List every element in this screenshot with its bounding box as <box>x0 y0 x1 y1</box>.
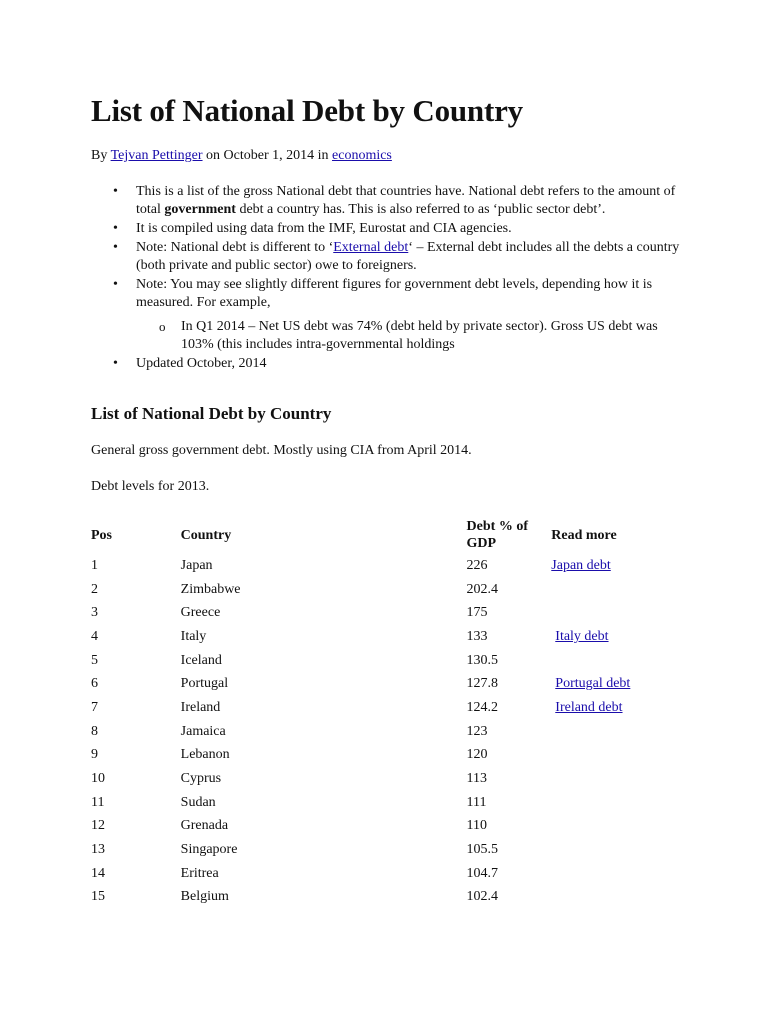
cell-pos: 15 <box>91 889 105 905</box>
table-row <box>91 791 691 815</box>
category-link[interactable]: economics <box>332 148 392 163</box>
bold-text: government <box>164 202 236 217</box>
cell-debt: 110 <box>466 818 488 834</box>
list-item <box>91 276 691 354</box>
cell-read-more <box>551 767 691 791</box>
cell-pos: 10 <box>91 771 105 787</box>
table-row <box>91 720 691 744</box>
cell-debt: 105.5 <box>466 842 499 858</box>
cell-country: Sudan <box>180 794 216 810</box>
cell-country: Italy <box>180 628 207 644</box>
cell-read-more <box>551 554 691 578</box>
bullet-text: This is a list of the gross National debt that countries have. National debt refers to the amount of total <box>136 184 676 217</box>
description-paragraph: General gross government debt. Mostly using CIA from April 2014. <box>91 443 472 458</box>
cell-pos: 5 <box>91 652 98 668</box>
cell-pos: 4 <box>91 628 98 644</box>
table-row <box>91 696 691 720</box>
table-row <box>91 815 691 839</box>
bullet-icon: • <box>113 277 118 292</box>
table-row <box>91 672 691 696</box>
table-row <box>91 862 691 886</box>
table-row <box>91 838 691 862</box>
circle-bullet-icon: o <box>159 319 166 334</box>
cell-pos: 6 <box>91 676 98 692</box>
cell-read-more <box>551 886 691 910</box>
debt-table <box>91 516 691 909</box>
cell-country: Singapore <box>180 842 238 858</box>
cell-country: Ireland <box>180 699 221 715</box>
cell-pos: 8 <box>91 723 98 739</box>
table-row <box>91 886 691 910</box>
header-country: Country <box>180 527 232 543</box>
cell-read-more <box>551 649 691 673</box>
cell-read-more <box>551 696 691 720</box>
cell-debt: 133 <box>466 628 488 644</box>
byline-prefix: By <box>91 148 111 163</box>
bullet-text: Updated October, 2014 <box>136 356 267 371</box>
list-item <box>91 183 691 219</box>
table-row <box>91 554 691 578</box>
cell-pos: 7 <box>91 699 98 715</box>
cell-country: Grenada <box>180 818 229 834</box>
cell-country: Greece <box>180 605 221 621</box>
cell-read-more <box>551 791 691 815</box>
cell-pos: 14 <box>91 865 105 881</box>
cell-country: Cyprus <box>180 771 222 787</box>
cell-debt: 175 <box>466 605 488 621</box>
ireland-debt-link[interactable]: Ireland debt <box>555 699 623 715</box>
cell-debt: 111 <box>466 794 487 810</box>
section-heading: List of National Debt by Country <box>91 404 332 423</box>
cell-read-more <box>551 625 691 649</box>
table-row <box>91 601 691 625</box>
cell-country: Japan <box>180 557 213 573</box>
cell-read-more <box>551 578 691 602</box>
table-row <box>91 625 691 649</box>
japan-debt-link[interactable]: Japan debt <box>551 557 611 573</box>
bullet-text: Note: You may see slightly different figures for government debt levels, depending how it is measured. For example, <box>136 277 653 310</box>
debt-year-paragraph: Debt levels for 2013. <box>91 479 210 494</box>
cell-debt: 124.2 <box>466 699 499 715</box>
external-debt-link[interactable]: External debt <box>333 240 409 255</box>
cell-read-more <box>551 720 691 744</box>
cell-debt: 120 <box>466 747 488 763</box>
table-header-row <box>91 516 691 554</box>
bullet-text: In Q1 2014 – Net US debt was 74% (debt held by private sector). Gross US debt was 103% (this includes intra-governmental holdings <box>181 319 658 352</box>
cell-pos: 2 <box>91 581 98 597</box>
bullet-icon: • <box>113 221 118 236</box>
italy-debt-link[interactable]: Italy debt <box>555 628 609 644</box>
intro-bullet-list <box>91 183 691 374</box>
table-row <box>91 649 691 673</box>
list-item <box>91 355 691 373</box>
bullet-text: It is compiled using data from the IMF, Eurostat and CIA agencies. <box>136 221 512 236</box>
cell-country: Belgium <box>180 889 229 905</box>
cell-debt: 123 <box>466 723 488 739</box>
portugal-debt-link[interactable]: Portugal debt <box>555 676 631 692</box>
cell-read-more <box>551 862 691 886</box>
cell-pos: 12 <box>91 818 105 834</box>
header-debt: Debt % of GDP <box>466 519 528 551</box>
cell-pos: 9 <box>91 747 98 763</box>
cell-country: Eritrea <box>180 865 219 881</box>
cell-debt: 102.4 <box>466 889 499 905</box>
cell-read-more <box>551 838 691 862</box>
cell-debt: 113 <box>466 771 488 787</box>
list-item <box>91 239 691 275</box>
table-row <box>91 744 691 768</box>
cell-country: Lebanon <box>180 747 230 763</box>
cell-pos: 3 <box>91 605 98 621</box>
cell-debt: 202.4 <box>466 581 499 597</box>
cell-country: Jamaica <box>180 723 226 739</box>
cell-country: Portugal <box>180 676 229 692</box>
header-pos: Pos <box>91 527 112 543</box>
list-item <box>91 220 691 238</box>
cell-country: Zimbabwe <box>180 581 241 597</box>
bullet-icon: • <box>113 356 118 371</box>
bullet-text: ‘ – External debt includes all the debts a country (both private and public sector) owe to foreigners. <box>136 240 680 273</box>
cell-pos: 1 <box>91 557 98 573</box>
cell-debt: 130.5 <box>466 652 499 668</box>
header-read-more: Read more <box>551 527 617 543</box>
table-row <box>91 767 691 791</box>
bullet-text: debt a country has. This is also referred to as ‘public sector debt’. <box>235 202 606 217</box>
cell-debt: 104.7 <box>466 865 499 881</box>
bullet-icon: • <box>113 240 118 255</box>
bullet-icon: • <box>113 184 118 199</box>
bullet-text: Note: National debt is different to ‘ <box>136 240 334 255</box>
cell-read-more <box>551 815 691 839</box>
cell-read-more <box>551 744 691 768</box>
table-row <box>91 578 691 602</box>
author-link[interactable]: Tejvan Pettinger <box>110 148 203 163</box>
sub-list-item <box>136 318 691 354</box>
cell-pos: 11 <box>91 794 105 810</box>
cell-read-more <box>551 601 691 625</box>
cell-country: Iceland <box>180 652 222 668</box>
byline-date: on October 1, 2014 in <box>202 148 333 163</box>
cell-debt: 226 <box>466 557 488 573</box>
byline <box>91 148 392 164</box>
sub-bullet-list <box>136 318 691 354</box>
cell-pos: 13 <box>91 842 105 858</box>
cell-read-more <box>551 672 691 696</box>
page-title: List of National Debt by Country <box>91 93 523 128</box>
cell-debt: 127.8 <box>466 676 499 692</box>
